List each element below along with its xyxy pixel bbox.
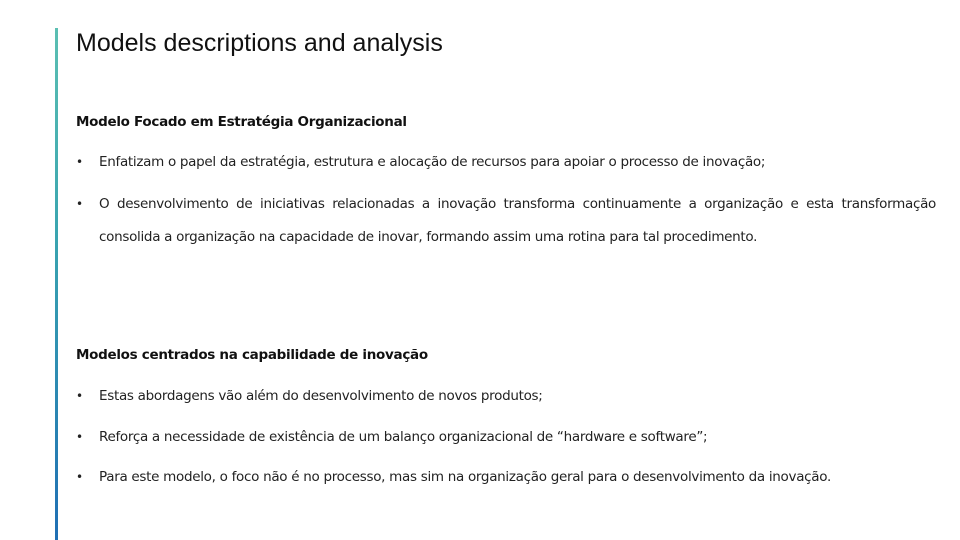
page-title: Models descriptions and analysis bbox=[76, 29, 443, 57]
accent-bar bbox=[55, 28, 58, 540]
list-item bbox=[76, 461, 936, 494]
list-item-text: Estas abordagens vão além do desenvolvimento de novos produtos; bbox=[99, 388, 543, 404]
bullet-icon: • bbox=[76, 197, 83, 211]
list-item-text: Enfatizam o papel da estratégia, estrutura e alocação de recursos para apoiar o processo de inovação; bbox=[99, 154, 766, 170]
list-item bbox=[76, 380, 936, 413]
list-item bbox=[76, 146, 936, 179]
bullet-icon: • bbox=[76, 430, 83, 444]
list-item bbox=[76, 188, 936, 254]
bullet-icon: • bbox=[76, 470, 83, 484]
section-heading-strategy: Modelo Focado em Estratégia Organizacional bbox=[76, 114, 407, 130]
list-item-text: O desenvolvimento de iniciativas relacionadas a inovação transforma continuamente a organização e esta transformação consolida a organização na capacidade de inovar, formando assim uma rotina para tal procedimento. bbox=[99, 196, 936, 245]
section-heading-capability: Modelos centrados na capabilidade de inovação bbox=[76, 347, 428, 363]
list-item-text: Reforça a necessidade de existência de um balanço organizacional de “hardware e software”; bbox=[99, 429, 708, 445]
bullet-icon: • bbox=[76, 155, 83, 169]
bullet-icon: • bbox=[76, 389, 83, 403]
list-item bbox=[76, 421, 936, 454]
list-item-text: Para este modelo, o foco não é no processo, mas sim na organização geral para o desenvolvimento da inovação. bbox=[99, 469, 831, 485]
